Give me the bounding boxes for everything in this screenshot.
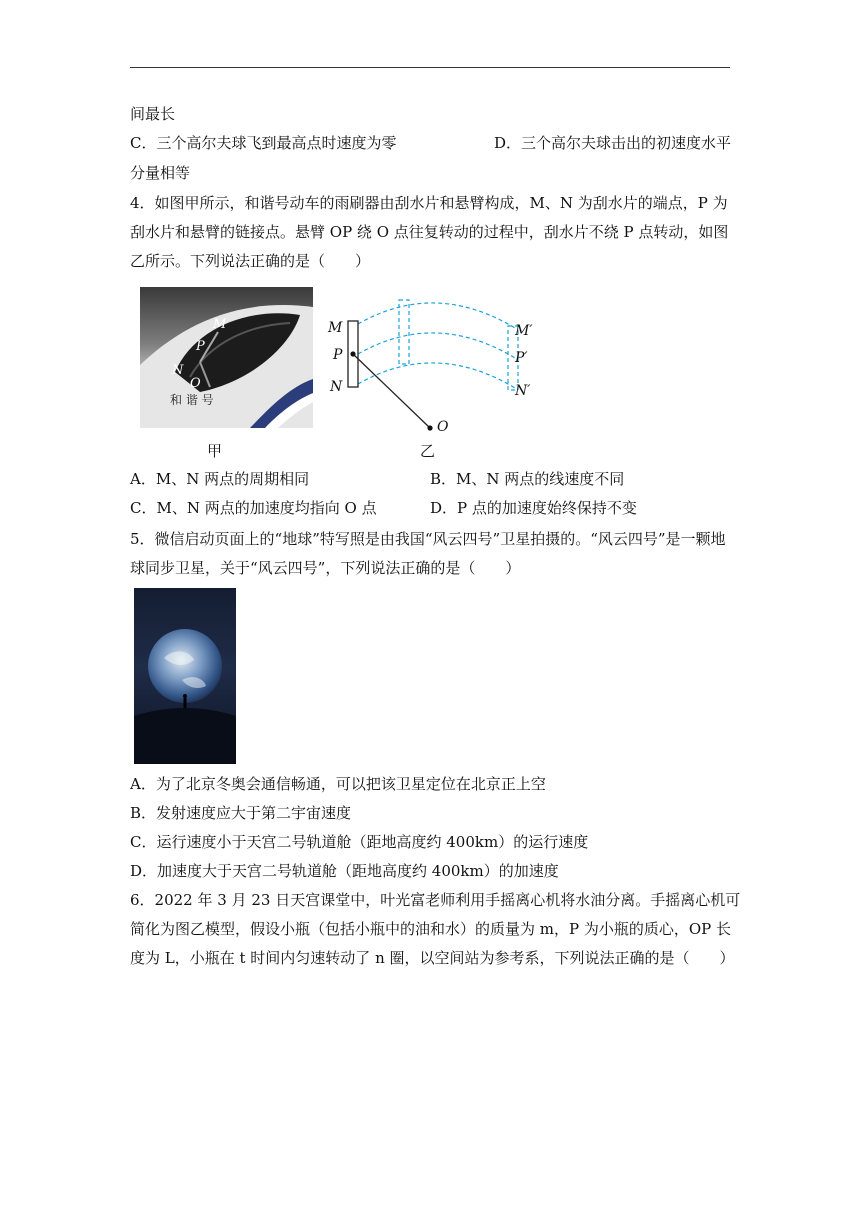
q4-option-c: C．M、N 两点的加速度均指向 O 点 <box>130 499 377 517</box>
photo-label-p: P <box>196 339 205 354</box>
q4-stem-line2: 刮水片和悬臂的链接点。悬臂 OP 绕 O 点往复转动的过程中，刮水片不绕 P 点转动，如图 <box>130 223 729 241</box>
diagram-label-m-prime: M′ <box>515 323 533 339</box>
figure-caption-jia: 甲 <box>207 442 223 460</box>
diagram-label-n-prime: N′ <box>515 383 531 399</box>
q5-option-d: D．加速度大于天宫二号轨道舱（距地高度约 400km）的加速度 <box>130 862 559 880</box>
photo-train-text: 和 谐 号 <box>170 393 214 407</box>
q3-option-c: C．三个高尔夫球飞到最高点时速度为零 <box>130 134 397 152</box>
q4-stem-line1: 4．如图甲所示，和谐号动车的雨刷器由刮水片和悬臂构成，M、N 为刮水片的端点，P 为 <box>130 194 728 212</box>
q5-option-a: A．为了北京冬奥会通信畅通，可以把该卫星定位在北京正上空 <box>130 775 546 793</box>
q4-stem-line3: 乙所示。下列说法正确的是（ ） <box>130 252 371 270</box>
photo-label-n: N <box>172 363 184 378</box>
photo-label-m: M <box>213 317 227 332</box>
diagram-label-o: O <box>437 419 449 435</box>
diagram-label-n: N <box>330 379 343 395</box>
figure-caption-yi: 乙 <box>420 442 436 460</box>
q6-stem-line2: 简化为图乙模型，假设小瓶（包括小瓶中的油和水）的质量为 m，P 为小瓶的质心，OP 长 <box>130 920 732 938</box>
diagram-label-m: M <box>328 320 343 336</box>
q5-stem-line2: 球同步卫星，关于“风云四号”，下列说法正确的是（ ） <box>130 559 521 577</box>
q3-continuation: 间最长 <box>130 105 176 123</box>
train-wiper-photo <box>140 287 313 428</box>
diagram-label-p-prime: P′ <box>515 350 528 366</box>
photo-label-o: O <box>190 376 201 391</box>
q5-option-b: B．发射速度应大于第二宇宙速度 <box>130 804 352 822</box>
q3-option-d: D．三个高尔夫球击出的初速度水平 <box>494 134 732 152</box>
header-rule <box>130 67 730 68</box>
q6-stem-line1: 6．2022 年 3 月 23 日天宫课堂中，叶光富老师利用手摇离心机将水油分离。手摇离心机可 <box>130 891 741 909</box>
q6-stem-line3: 度为 L，小瓶在 t 时间内匀速转动了 n 圈，以空间站为参考系，下列说法正确的是（ ） <box>130 949 735 967</box>
q4-option-a: A．M、N 两点的周期相同 <box>130 470 310 488</box>
earth-photo <box>134 588 236 764</box>
q4-option-b: B．M、N 两点的线速度不同 <box>430 470 625 488</box>
q5-option-c: C．运行速度小于天宫二号轨道舱（距地高度约 400km）的运行速度 <box>130 833 589 851</box>
q4-option-d: D．P 点的加速度始终保持不变 <box>430 499 637 517</box>
diagram-label-p: P <box>333 347 343 363</box>
q5-stem-line1: 5．微信启动页面上的“地球”特写照是由我国“风云四号”卫星拍摄的。“风云四号”是一颗地 <box>130 530 726 548</box>
q3-option-d-continuation: 分量相等 <box>130 164 191 182</box>
